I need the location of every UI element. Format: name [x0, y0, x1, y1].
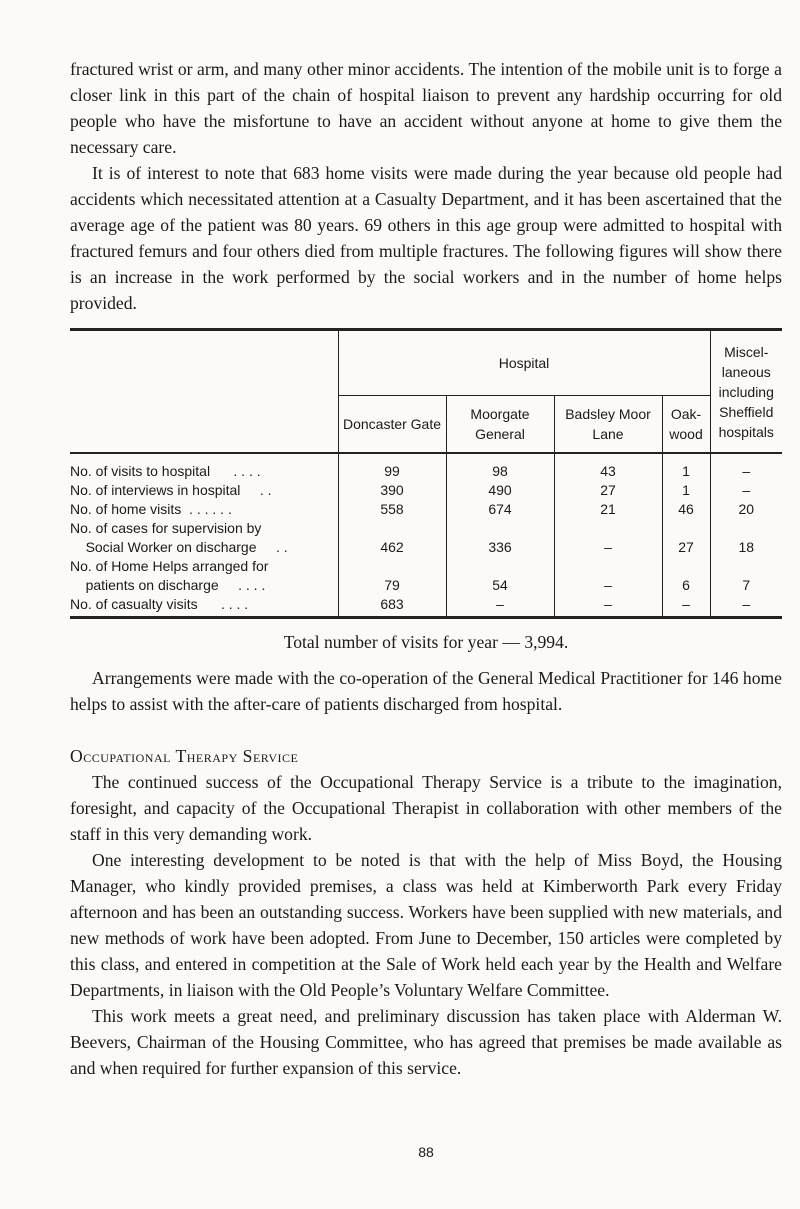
table-row	[70, 500, 782, 519]
row-label: No. of interviews in hospital . .	[70, 482, 272, 498]
cell: 336	[446, 519, 554, 557]
section-heading: Occupational Therapy Service	[70, 746, 299, 766]
cell: 79	[338, 557, 446, 595]
table-row	[70, 481, 782, 500]
paragraph-1: fractured wrist or arm, and many other minor accidents. The intention of the mobile unit is to forge a closer link in this part of the chain of hospital liaison to prevent any hardship occurring for old people who have the misfortune to have an accident without anyone at home to give them the necessary care.	[70, 59, 782, 157]
statistics-table	[70, 328, 782, 619]
cell: –	[710, 453, 782, 481]
column-header-doncaster-gate: Doncaster Gate	[338, 396, 446, 454]
cell: 99	[338, 453, 446, 481]
misc-column-header: Miscel- laneous including Sheffield hospitals	[710, 330, 782, 454]
page-body	[70, 56, 782, 1160]
cell: 7	[710, 557, 782, 595]
cell: –	[554, 595, 662, 618]
cell: –	[446, 595, 554, 618]
page-number: 88	[418, 1144, 434, 1160]
table-row	[70, 557, 782, 595]
cell: –	[662, 595, 710, 618]
cell: 46	[662, 500, 710, 519]
cell: 98	[446, 453, 554, 481]
table-row	[70, 595, 782, 618]
total-visits: Total number of visits for year — 3,994.	[283, 632, 569, 652]
hospital-group-header: Hospital	[338, 330, 710, 396]
cell: 27	[554, 481, 662, 500]
cell: –	[710, 481, 782, 500]
column-header-moorgate-general: Moorgate General	[446, 396, 554, 454]
cell: 390	[338, 481, 446, 500]
paragraph-2: It is of interest to note that 683 home visits were made during the year because old people had accidents which necessitated attention at a Casualty Department, and it has been ascertained that the average age of the patient was 80 years. 69 others in this age group were admitted to hospital with fractured femurs and four others died from multiple fractures. The following figures will show there is an increase in the work performed by the social workers and in the number of home helps provided.	[70, 163, 782, 313]
row-label: No. of cases for supervision by Social Worker on discharge . .	[70, 520, 288, 555]
paragraph-3: Arrangements were made with the co-operation of the General Medical Practitioner for 146 home helps to assist with the after-care of patients discharged from hospital.	[70, 668, 782, 714]
row-label: No. of Home Helps arranged for patients on discharge . . . .	[70, 558, 269, 593]
row-label: No. of visits to hospital . . . .	[70, 463, 261, 479]
cell: 21	[554, 500, 662, 519]
cell: –	[554, 519, 662, 557]
cell: 1	[662, 481, 710, 500]
cell: 18	[710, 519, 782, 557]
cell: 490	[446, 481, 554, 500]
column-header-oakwood: Oak- wood	[662, 396, 710, 454]
cell: 6	[662, 557, 710, 595]
cell: 558	[338, 500, 446, 519]
table-row	[70, 453, 782, 481]
cell: 43	[554, 453, 662, 481]
cell: 462	[338, 519, 446, 557]
row-label: No. of casualty visits . . . .	[70, 596, 249, 612]
cell: 54	[446, 557, 554, 595]
column-header-badsley-moor-lane: Badsley Moor Lane	[554, 396, 662, 454]
cell: 683	[338, 595, 446, 618]
table-row	[70, 519, 782, 557]
row-label-header	[70, 330, 338, 454]
cell: 674	[446, 500, 554, 519]
cell: 20	[710, 500, 782, 519]
paragraph-4: The continued success of the Occupational Therapy Service is a tribute to the imagination, foresight, and capacity of the Occupational Therapist in collaboration with other members of the staff in this very demanding work.	[70, 772, 782, 844]
paragraph-6: This work meets a great need, and preliminary discussion has taken place with Alderman W. Beevers, Chairman of the Housing Committee, who has agreed that premises be made available as and when required for further expansion of this service.	[70, 1006, 782, 1078]
cell: –	[554, 557, 662, 595]
row-label: No. of home visits . . . . . .	[70, 501, 232, 517]
paragraph-5: One interesting development to be noted is that with the help of Miss Boyd, the Housing Manager, who kindly provided premises, a class was held at Kimberworth Park every Friday afternoon and has been an outstanding success. Workers have been supplied with new materials, and new methods of work have been adopted. From June to December, 150 articles were completed by this class, and entered in competition at the Sale of Work held each year by the Health and Welfare Departments, in liaison with the Old People’s Voluntary Welfare Committee.	[70, 850, 782, 1000]
statistics-table-wrapper	[70, 328, 782, 619]
cell: –	[710, 595, 782, 618]
cell: 27	[662, 519, 710, 557]
cell: 1	[662, 453, 710, 481]
